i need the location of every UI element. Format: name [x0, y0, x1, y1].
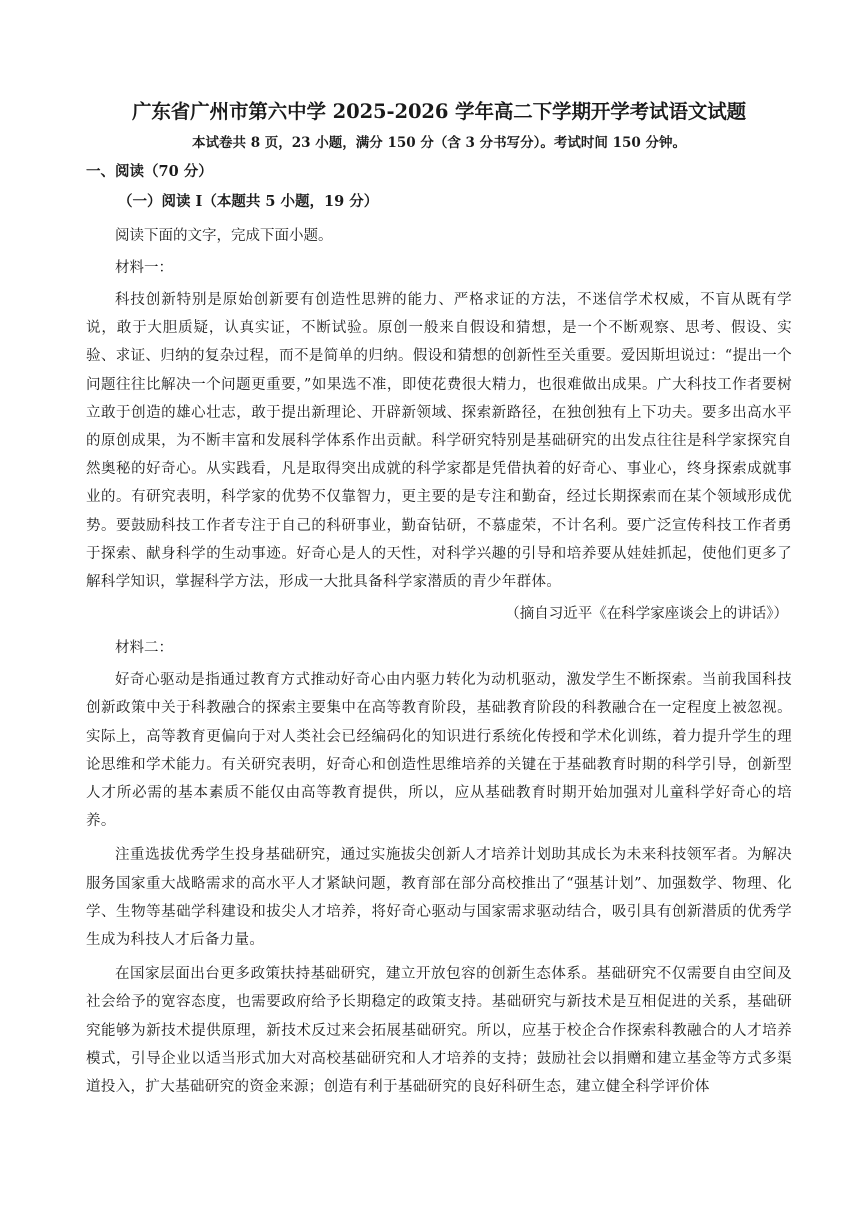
- material-two-paragraph-3: 在国家层面出台更多政策扶持基础研究，建立开放包容的创新生态体系。基础研究不仅需要自由空间及社会给予的宽容态度，也需要政府给予长期稳定的政策支持。基础研究与新技术是互相促进的关系，基础研究能够为新技术提供原理，新技术反过来会拓展基础研究。所以，应基于校企合作探索科教融合的人才培养模式，引导企业以适当形式加大对高校基础研究和人才培养的支持；鼓励社会以捐赠和建立基金等方式多渠道投入，扩大基础研究的资金来源；创造有利于基础研究的良好科研生态，建立健全科学评价体: [86, 966, 792, 1096]
- material-two-label: 材料二：: [115, 640, 173, 657]
- material-one-label: 材料一：: [115, 260, 173, 276]
- section-heading: 一、阅读（70 分）: [86, 163, 213, 180]
- subsection-heading: （一）阅读 I（本题共 5 小题，19 分）: [118, 193, 379, 210]
- exam-instructions: 本试卷共 8 页，23 小题，满分 150 分（含 3 分书写分）。考试时间 150 分钟。: [192, 135, 686, 151]
- exam-title: 广东省广州市第六中学 2025-2026 学年高二下学期开学考试语文试题: [131, 100, 747, 123]
- material-one-paragraph: 科技创新特别是原始创新要有创造性思辨的能力、严格求证的方法，不迷信学术权威，不盲从既有学说，敢于大胆质疑，认真实证，不断试验。原创一般来自假设和猜想，是一个不断观察、思考、假设、实验、求证、归纳的复杂过程，而不是简单的归纳。假设和猜想的创新性至关重要。爱因斯坦说过：“提出一个问题往往比解决一个问题更重要，”如果选不准，即使花费很大精力，也很难做出成果。广大科技工作者要树立敢于创造的雄心壮志，敢于提出新理论、开辟新领域、探索新路径，在独创独有上下功夫。要多出高水平的原创成果，为不断丰富和发展科学体系作出贡献。科学研究特别是基础研究的出发点往往是科学家探究自然奥秘的好奇心。从实践看，凡是取得突出成就的科学家都是凭借执着的好奇心、事业心，终身探索成就事业的。有研究表明，科学家的优势不仅靠智力，更主要的是专注和勤奋，经过长期探索而在某个领域形成优势。要鼓励科技工作者专注于自己的科研事业，勤奋钻研，不慕虚荣，不计名利。要广泛宣传科技工作者勇于探索、献身科学的生动事迹。好奇心是人的天性，对科学兴趣的引导和培养要从娃娃抓起，使他们更多了解科学知识，掌握科学方法，形成一大批具备科学家潜质的青少年群体。: [86, 292, 792, 591]
- material-one-source: （摘自习近平《在科学家座谈会上的讲话》）: [505, 606, 788, 623]
- reading-instruction: 阅读下面的文字，完成下面小题。: [115, 228, 333, 244]
- material-two-paragraph-2: 注重选拔优秀学生投身基础研究，通过实施拔尖创新人才培养计划助其成长为未来科技领军者。为解决服务国家重大战略需求的高水平人才紧缺问题，教育部在部分高校推出了“强基计划”、加强数学、物理、化学、生物等基础学科建设和拔尖人才培养，将好奇心驱动与国家需求驱动结合，吸引具有创新潜质的优秀学生成为科技人才后备力量。: [86, 847, 792, 949]
- material-two-paragraph-1: 好奇心驱动是指通过教育方式推动好奇心由内驱力转化为动机驱动，激发学生不断探索。当前我国科技创新政策中关于科教融合的探索主要集中在高等教育阶段，基础教育阶段的科教融合在一定程度上被忽视。实际上，高等教育更偏向于对人类社会已经编码化的知识进行系统化传授和学术化训练，着力提升学生的理论思维和学术能力。有关研究表明，好奇心和创造性思维培养的关键在于基础教育时期的科学引导，创新型人才所必需的基本素质不能仅由高等教育提供，所以，应从基础教育时期开始加强对儿童科学好奇心的培养。: [86, 672, 792, 830]
